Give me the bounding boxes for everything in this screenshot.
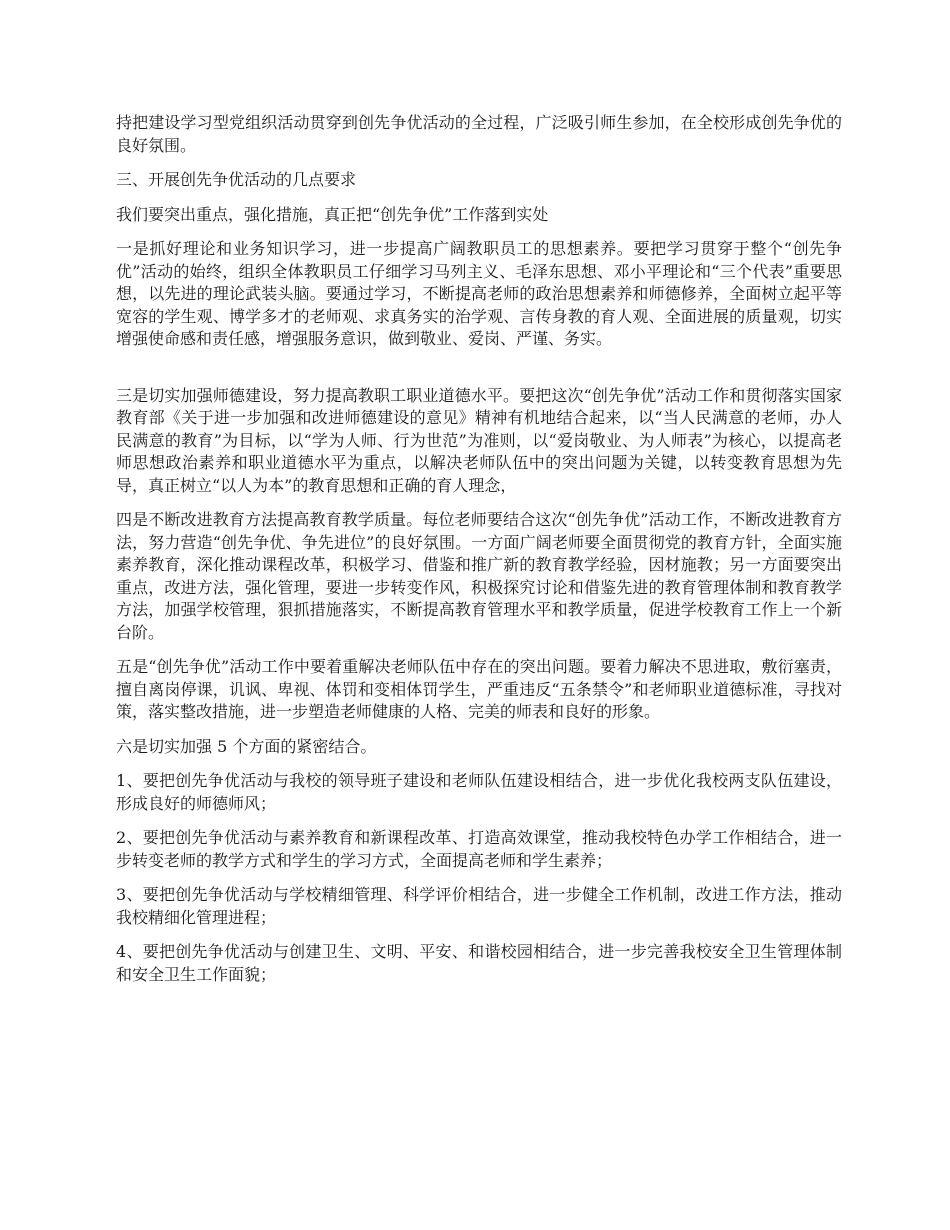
list-item-3: 3、要把创先争优活动与学校精细管理、科学评价相结合，进一步健全工作机制，改进工作方法，推动我校精细化管理进程； bbox=[116, 885, 842, 927]
paragraph-point-four: 四是不断改进教育方法提高教育教学质量。每位老师要结合这次“创先争优”活动工作，不断改进教育方法，努力营造“创先争优、争先进位”的良好氛围。一方面广阔老师要全面贯彻党的教育方针，全面实施素养教育，深化推动课程改革，积极学习、借鉴和推广新的教育教学经验，因材施教；另一方面要突出重点，改进方法，强化管理，要进一步转变作风，积极探究讨论和借鉴先进的教育管理体制和教育教学方法，加强学校管理，狠抓措施落实，不断提高教育管理水平和教学质量，促进学校教育工作上一个新台阶。 bbox=[116, 510, 842, 642]
document-page bbox=[116, 112, 842, 998]
paragraph-point-six: 六是切实加强 5 个方面的紧密结合。 bbox=[116, 736, 377, 756]
list-item-4: 4、要把创先争优活动与创建卫生、文明、平安、和谐校园相结合，进一步完善我校安全卫生管理体制和安全卫生工作面貌； bbox=[116, 942, 842, 984]
section-heading: 三、开展创先争优活动的几点要求 bbox=[116, 170, 357, 189]
list-item-1: 1、要把创先争优活动与我校的领导班子建设和老师队伍建设相结合，进一步优化我校两支队伍建设，形成良好的师德师风； bbox=[116, 771, 842, 813]
paragraph-intro: 我们要突出重点，强化措施，真正把“创先争优”工作落到实处 bbox=[116, 204, 549, 224]
paragraph-point-five: 五是“创先争优”活动工作中要着重解决老师队伍中存在的突出问题。要着力解决不思进取，敷衍塞责，擅自离岗停课，讥讽、卑视、体罚和变相体罚学生，严重违反“五条禁令”和老师职业道德标准，寻找对策，落实整改措施，进一步塑造老师健康的人格、完美的师表和良好的形象。 bbox=[116, 657, 842, 721]
list-item-2: 2、要把创先争优活动与素养教育和新课程改革、打造高效课堂，推动我校特色办学工作相结合，进一步转变老师的教学方式和学生的学习方式，全面提高老师和学生素养； bbox=[116, 828, 842, 870]
paragraph-point-one: 一是抓好理论和业务知识学习，进一步提高广阔教职员工的思想素养。要把学习贯穿于整个“创先争优”活动的始终，组织全体教职员工仔细学习马列主义、毛泽东思想、邓小平理论和“三个代表”重要思想，以先进的理论武装头脑。要通过学习，不断提高老师的政治思想素养和师德修养，全面树立起平等宽容的学生观、博学多才的老师观、求真务实的治学观、言传身教的育人观、全面进展的质量观，切实增强使命感和责任感，增强服务意识，做到敬业、爱岗、严谨、务实。 bbox=[116, 239, 842, 348]
paragraph-point-three: 三是切实加强师德建设，努力提高教职工职业道德水平。要把这次“创先争优”活动工作和贯彻落实国家教育部《关于进一步加强和改进师德建设的意见》精神有机地结合起来，以“当人民满意的老师，办人民满意的教育”为目标，以“学为人师、行为世范”为准则，以“爱岗敬业、为人师表”为核心，以提高老师思想政治素养和职业道德水平为重点，以解决老师队伍中的突出问题为关键，以转变教育思想为先导，真正树立“以人为本”的教育思想和正确的育人理念， bbox=[116, 385, 842, 495]
paragraph-continuation: 持把建设学习型党组织活动贯穿到创先争优活动的全过程，广泛吸引师生参加，在全校形成创先争优的良好氛围。 bbox=[116, 113, 842, 155]
